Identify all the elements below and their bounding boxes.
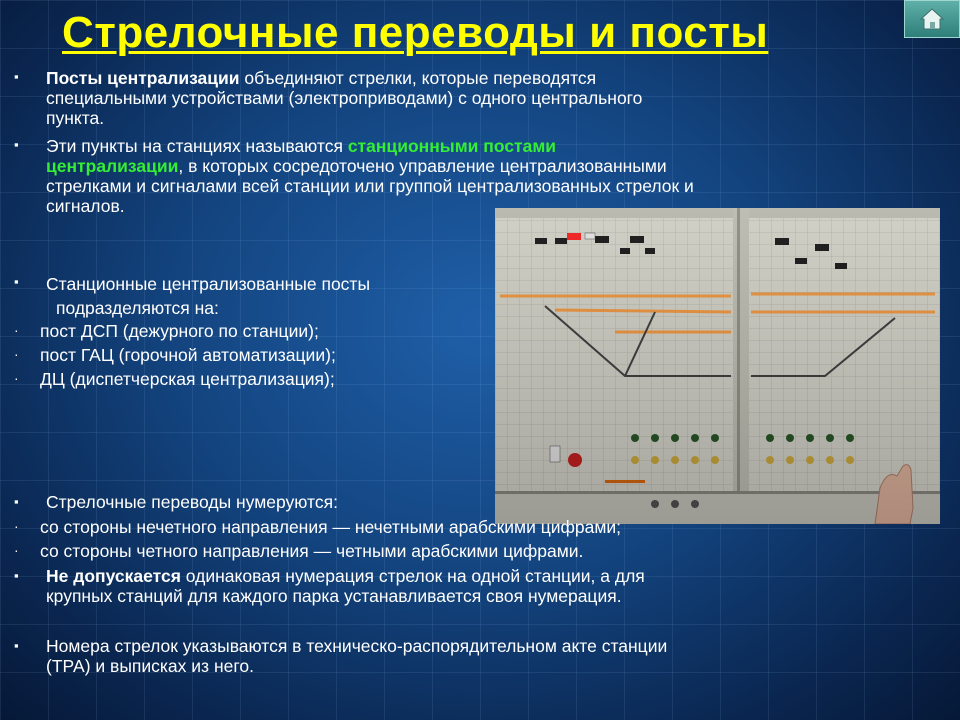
paragraph-5 — [46, 566, 946, 606]
p6-line2: (ТРА) и выписках из него. — [46, 656, 254, 676]
p6-line1: Номера стрелок указываются в техническо-распорядительном акте станции — [46, 636, 668, 656]
bullet-1: ▪ — [14, 69, 19, 84]
paragraph-6 — [46, 636, 946, 676]
list-item: пост ГАЦ (горочной автоматизации); — [40, 345, 336, 365]
paragraph-3 — [46, 272, 486, 320]
home-button[interactable] — [904, 0, 960, 38]
p4-line1: Стрелочные переводы нумеруются: — [46, 492, 338, 512]
dot-2: · — [14, 346, 19, 362]
p2-line3: стрелками и сигналами всей станции или группой централизованных стрелок и — [46, 176, 694, 196]
p2-highlight-2: централизации — [46, 156, 179, 176]
list-item: пост ДСП (дежурного по станции); — [40, 321, 319, 341]
bullet-5: ▪ — [14, 568, 19, 583]
p1-line2: специальными устройствами (электроприводами) с одного центрального — [46, 88, 643, 108]
bullet-2: ▪ — [14, 137, 19, 152]
dot-4: · — [14, 518, 19, 534]
dot-5: · — [14, 542, 19, 558]
bullet-3: ▪ — [14, 274, 19, 289]
list-item: со стороны нечетного направления — нечетными арабскими цифрами; — [40, 517, 622, 537]
home-icon — [919, 7, 945, 31]
p2-highlight-1: станционными постами — [347, 136, 557, 156]
p5-bold: Не допускается — [46, 566, 181, 586]
p2-line1-start: Эти пункты на станциях называются — [46, 136, 348, 156]
p1-bold: Посты централизации — [46, 68, 240, 88]
p1-line3: пункта. — [46, 108, 105, 128]
p5-line1: одинаковая нумерация стрелок на одной станции, а для — [180, 566, 645, 586]
p2-line4: сигналов. — [46, 196, 125, 216]
paragraph-2 — [46, 136, 946, 216]
p3-line1: Станционные централизованные посты — [46, 274, 371, 294]
page-title: Стрелочные переводы и посты — [62, 8, 769, 57]
p3-line2: подразделяются на: — [56, 298, 219, 318]
dot-3: · — [14, 370, 19, 386]
p5-line2: крупных станций для каждого парка устанавливается своя нумерация. — [46, 586, 622, 606]
list-item: со стороны четного направления — четными арабскими цифрами. — [40, 541, 584, 561]
control-panel-photo — [495, 208, 940, 524]
p2-line2: , в которых сосредоточено управление централизованными — [178, 156, 667, 176]
paragraph-1 — [46, 68, 906, 128]
p1-line1: объединяют стрелки, которые переводятся — [239, 68, 597, 88]
bullet-6: ▪ — [14, 638, 19, 653]
list-item: ДЦ (диспетчерская централизация); — [40, 369, 335, 389]
bullet-4: ▪ — [14, 494, 19, 509]
dot-1: · — [14, 322, 19, 338]
